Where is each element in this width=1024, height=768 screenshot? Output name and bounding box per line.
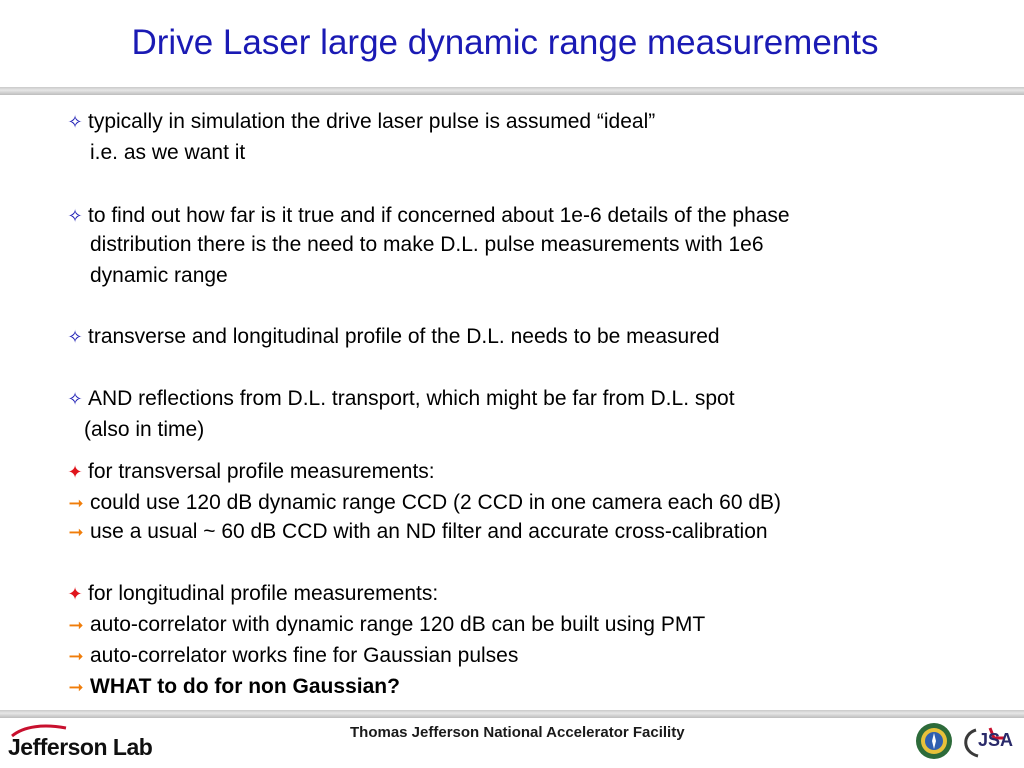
arrow-bullet-icon: ➞	[68, 522, 84, 542]
arrow-bullet-icon: ➞	[68, 615, 84, 635]
star-bullet-icon: ✦	[67, 462, 83, 482]
bullet-text: to find out how far is it true and if concerned about 1e-6 details of the phase	[88, 204, 790, 227]
bullet-continuation: (also in time)	[84, 418, 205, 441]
bullet-continuation: dynamic range	[90, 264, 228, 287]
jsa-logo-text: JSA	[978, 730, 1014, 750]
bullet-continuation: distribution there is the need to make D.L. pulse measurements with 1e6	[90, 233, 764, 256]
bullet-continuation: i.e. as we want it	[90, 141, 246, 164]
arrow-item	[62, 489, 781, 517]
facility-name: Thomas Jefferson National Accelerator Facility	[350, 724, 685, 741]
arrow-bullet-icon: ➞	[68, 646, 84, 666]
arrow-item	[62, 673, 400, 701]
arrow-bullet-icon: ➞	[68, 677, 84, 697]
star-bullet-icon: ✦	[67, 584, 83, 604]
section-heading	[62, 458, 435, 486]
bullet-item	[62, 108, 655, 136]
arrow-item-text: use a usual ~ 60 dB CCD with an ND filter and accurate cross-calibration	[90, 520, 768, 543]
footer	[0, 718, 1024, 768]
title-divider	[0, 87, 1024, 95]
diamond-bullet-icon: ✧	[67, 327, 83, 347]
diamond-bullet-icon: ✧	[67, 389, 83, 409]
bullet-item	[62, 385, 735, 413]
section-heading-text: for longitudinal profile measurements:	[88, 582, 439, 605]
bullet-text: AND reflections from D.L. transport, which might be far from D.L. spot	[88, 387, 735, 410]
jsa-logo	[960, 724, 1020, 760]
arrow-item-text: WHAT to do for non Gaussian?	[90, 675, 400, 698]
arrow-bullet-icon: ➞	[68, 493, 84, 513]
bullet-item	[62, 202, 790, 230]
arrow-item-text: auto-correlator with dynamic range 120 dB can be built using PMT	[90, 613, 706, 636]
arrow-item	[62, 518, 768, 546]
section-heading	[62, 580, 438, 608]
bullet-text: transverse and longitudinal profile of the D.L. needs to be measured	[88, 325, 720, 348]
jefferson-lab-logo-text: Jefferson Lab	[8, 734, 153, 760]
arrow-item	[62, 611, 705, 639]
arrow-item	[62, 642, 518, 670]
doe-seal-icon	[915, 722, 953, 760]
slide-title: Drive Laser large dynamic range measurements	[131, 23, 879, 62]
diamond-bullet-icon: ✧	[67, 206, 83, 226]
section-heading-text: for transversal profile measurements:	[88, 460, 435, 483]
arrow-item-text: auto-correlator works fine for Gaussian pulses	[90, 644, 519, 667]
arrow-item-text: could use 120 dB dynamic range CCD (2 CCD in one camera each 60 dB)	[90, 491, 782, 514]
footer-divider	[0, 710, 1024, 718]
diamond-bullet-icon: ✧	[67, 112, 83, 132]
bullet-text: typically in simulation the drive laser pulse is assumed “ideal”	[88, 110, 656, 133]
bullet-item	[62, 323, 720, 351]
jefferson-lab-logo	[8, 730, 168, 764]
